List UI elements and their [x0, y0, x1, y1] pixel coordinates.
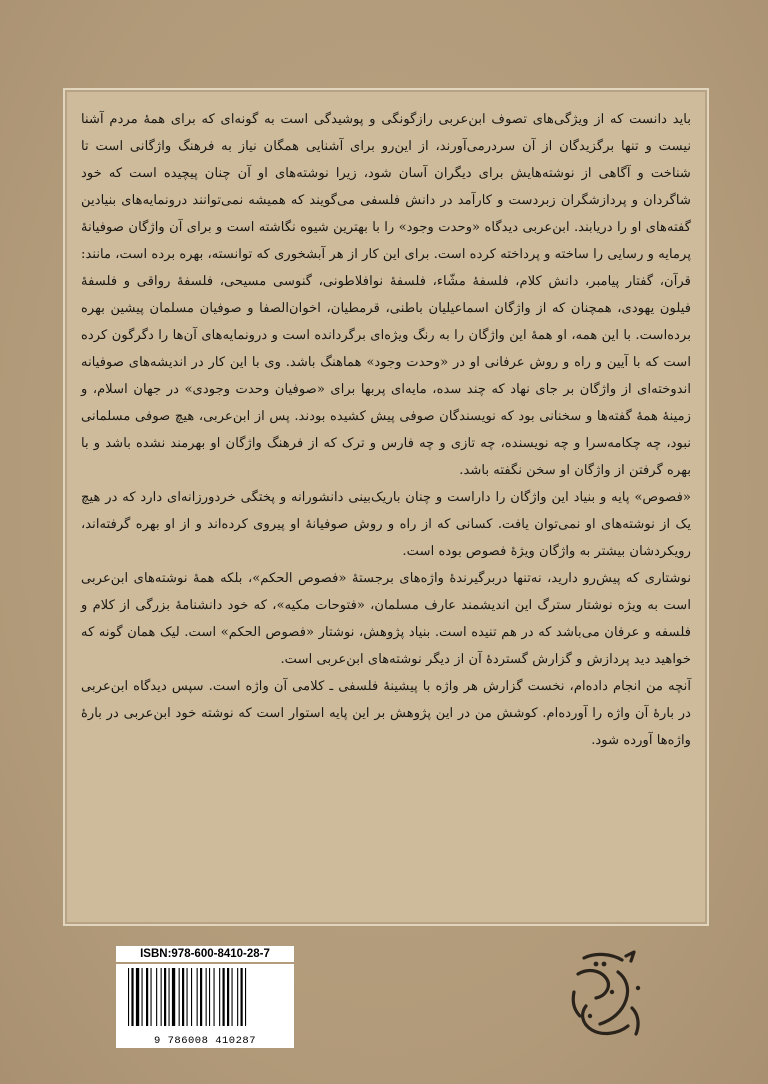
barcode-bar [241, 968, 243, 1026]
barcode-bar [191, 968, 192, 1026]
barcode-bar [136, 968, 139, 1026]
barcode-bar [237, 968, 238, 1026]
blurb-paragraph-4: آنچه من انجام داده‌ام، نخست گزارش هر واژه با پیشینهٔ فلسفی ـ کلامی آن واژه است. سپس دیدگاه ابن‌عربی در بارهٔ آن واژه را آورده‌ام. کوشش من در این پژوهش بر این پایه استوار است که نوشته خود ابن‌عربی در بارهٔ واژه‌ها آورده شود. [81, 679, 691, 748]
barcode-bar [151, 968, 152, 1026]
isbn-barcode [116, 946, 294, 1048]
blurb-paragraph-2: «فصوص» پایه و بنیاد این واژگان را داراست و چنان باریک‌بینی دانشورانه و پختگی خردورزانه‌ای دارد که در هیچ یک از نوشته‌های او نمی‌توان یافت. کسانی که از راه و روش صوفیانهٔ او پیروی کرده‌اند و از او بهره گرفته‌اند، رویکردشان بیشتر به واژگان ویژهٔ فصوص بوده است. [81, 490, 691, 559]
barcode-bar [227, 968, 229, 1026]
barcode-bar [182, 968, 184, 1026]
barcode-bar [164, 968, 166, 1026]
barcode-digits: 9 786008 410287 [153, 1035, 256, 1047]
publisher-logo-icon [566, 948, 652, 1044]
blurb-paragraph-3: نوشتاری که پیش‌رو دارید، نه‌تنها دربرگیرندهٔ واژه‌های برجستهٔ «فصوص الحکم»، بلکه همهٔ نوشته‌های ابن‌عربی است به ویژه نوشتار سترگ این اندیشمند عارف مسلمان، «فتوحات مکیه»، که خود دانشنامهٔ بزرگی از کلام و فلسفه و عرفان می‌باشد که در هم تنیده است. بنیاد پژوهش، نوشتار «فصوص الحکم» است. لیک همان گونه که خواهید دید پردازش و گزارش گستردهٔ آن از دیگر نوشته‌های ابن‌عربی است. [81, 571, 691, 667]
isbn-label: ISBN:978-600-8410-28-7 [116, 946, 294, 962]
barcode-bar [128, 968, 129, 1026]
barcode-bar [179, 968, 180, 1026]
barcode-bar [245, 968, 246, 1026]
barcode-bar [146, 968, 148, 1026]
barcode-bar [223, 968, 225, 1026]
barcode-bar [156, 968, 157, 1026]
blurb-text [81, 106, 691, 754]
barcode-bar [200, 968, 202, 1026]
barcode-bar [142, 968, 143, 1026]
barcode-bar [232, 968, 233, 1026]
barcode-bar [209, 968, 210, 1026]
barcode-bar [131, 968, 133, 1026]
barcode-bars [116, 964, 294, 1034]
barcode-box [116, 964, 294, 1048]
barcode-bar [197, 968, 198, 1026]
blurb-panel [63, 88, 709, 926]
barcode-bar [206, 968, 207, 1026]
barcode-bar [169, 968, 170, 1026]
barcode-bar [161, 968, 162, 1026]
barcode-bar [214, 968, 215, 1026]
barcode-bar [219, 968, 220, 1026]
barcode-bar [172, 968, 175, 1026]
barcode-bar [187, 968, 188, 1026]
blurb-paragraph-1: باید دانست که از ویژگی‌های تصوف ابن‌عربی رازگونگی و پوشیدگی است به گونه‌ای که برای همهٔ مردم آشنا نیست و تنها برگزیدگان از آن سردرمی‌آورند، از این‌رو برای آشنایی همگان نیاز به فرهنگ واژگانی است تا شناخت و آگاهی از نوشته‌هایش برای دیگران آسان شود، زیرا نوشته‌های او آن چنان پیچیده است که خود شاگردان و پردازشگران زبردست و کارآمد در دانش فلسفی می‌گویند که همیشه نمی‌توانند درونمایه‌های بنیادین گفته‌های او را دریابند. ابن‌عربی دیدگاه «وحدت وجود» را با بهترین شیوه نگاشته است و برای آن واژگان صوفیانهٔ پرمایه و رسایی را ساخته و پرداخته کرده است. برای این کار از هر آبشخوری که توانسته، بهره برده است، مانند: قرآن، گفتار پیامبر، دانش کلام، فلسفهٔ مشّاء، فلسفهٔ نوافلاطونی، گنوسی مسیحی، فلسفهٔ رواقی و فلسفهٔ فیلون یهودی، همچنان که از واژگان اسماعیلیان باطنی، قرمطیان، اخوان‌الصفا و صوفیان مسلمان پیشین بهره برده‌است. با این همه، او همهٔ این واژگان را به رنگ ویژه‌ای برگردانده است و درونمایه‌های آن‌ها را دگرگون کرده است که با آیین و راه و روش عرفانی او در «وحدت وجود» هماهنگ باشد. وی با این کار در اندیشه‌های صوفیانه اندوخته‌ای از واژگان بر جای نهاد که چند سده، مایه‌ای پربها برای «صوفیان وحدت وجودی» در جهان اسلام، و زمینهٔ همهٔ گفته‌ها و سخنانی بود که نویسندگان صوفی پیش کشیده بودند. پس از ابن‌عربی، هیچ صوفی مسلمانی نبود، چه چکامه‌سرا و چه نویسنده، چه تازی و چه فارس و ترک که از فرهنگ واژگان او بهرمند نشده باشد و با بهره گرفتن از واژگان او سخن نگفته باشد. [81, 112, 691, 478]
